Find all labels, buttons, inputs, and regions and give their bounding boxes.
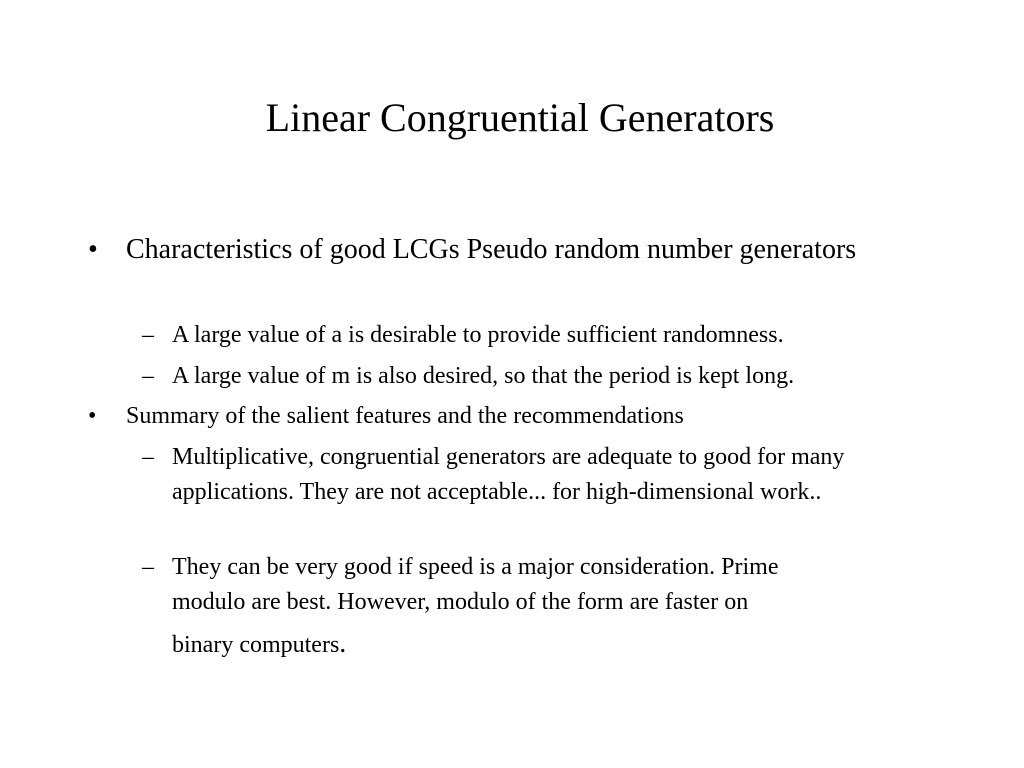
sub-bullet-item <box>142 550 952 663</box>
sub-bullet-text-line: binary computers <box>172 632 340 658</box>
dash-marker: – <box>142 444 154 470</box>
sub-bullet-item <box>142 318 952 353</box>
sub-bullet-item <box>142 359 952 394</box>
dash-marker: – <box>142 363 154 389</box>
sub-bullet-text: Multiplicative, congruential generators are adequate to good for many applications. They are not acceptable... for high-dimensional work.. <box>172 444 845 505</box>
dash-marker: – <box>142 554 154 580</box>
sub-bullet-text: A large value of a is desirable to provide sufficient randomness. <box>172 322 784 348</box>
bullet-marker: • <box>88 234 98 265</box>
bullet-text: Characteristics of good LCGs Pseudo random number generators <box>126 234 857 265</box>
sentence-period: . <box>339 628 347 659</box>
sub-bullet-text: A large value of m is also desired, so that the period is kept long. <box>172 363 795 389</box>
bullet-marker: • <box>88 403 97 429</box>
sub-bullet-text-line: They can be very good if speed is a major consideration. Prime <box>172 554 779 580</box>
bullet-item <box>88 401 926 431</box>
dash-marker: – <box>142 322 154 348</box>
bullet-text: Summary of the salient features and the recommendations <box>126 403 684 429</box>
bullet-item <box>88 230 926 270</box>
slide-title: Linear Congruential Generators <box>265 95 775 140</box>
sub-bullet-item <box>142 440 952 510</box>
sub-bullet-text-line: modulo are best. However, modulo of the form are faster on <box>172 589 749 615</box>
